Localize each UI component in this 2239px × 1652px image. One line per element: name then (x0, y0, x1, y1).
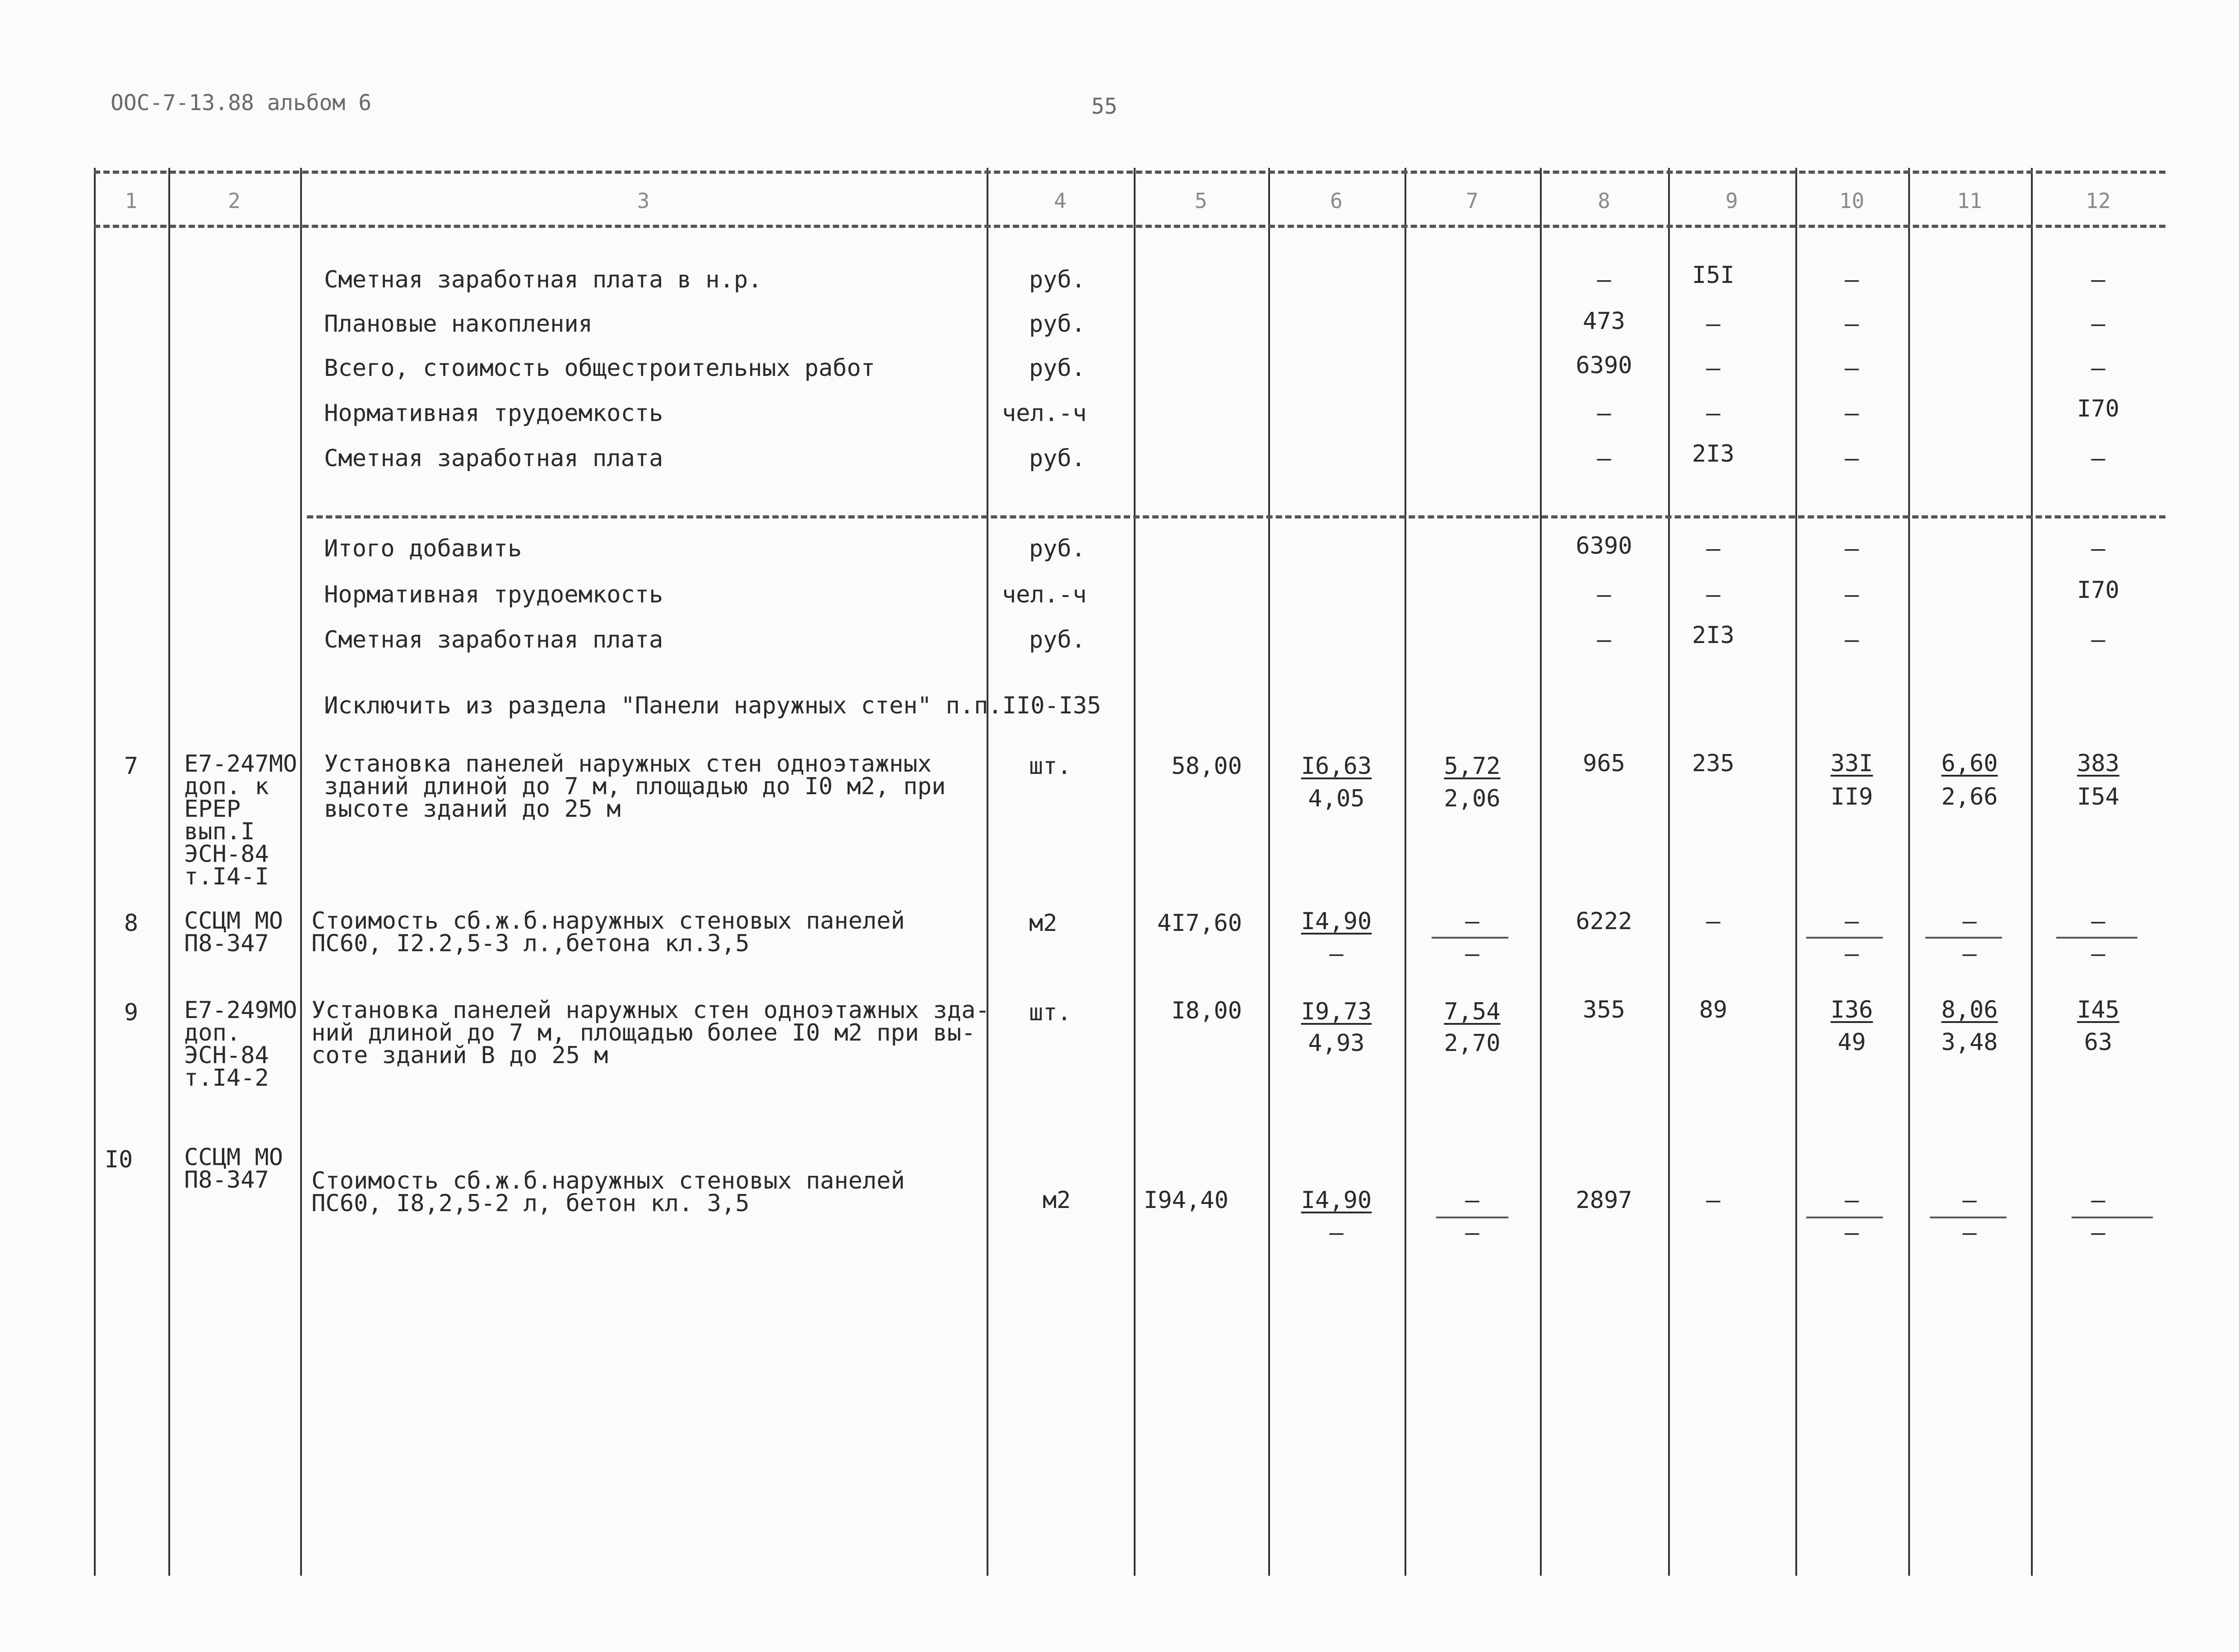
cell-col8: – (1597, 266, 1611, 293)
col-header-5: 5 (1195, 189, 1207, 213)
unit-machine-wage: 2,70 (1444, 1030, 1501, 1057)
row-unit: чел.-ч (1002, 581, 1087, 608)
cell-col10: – (1845, 535, 1859, 562)
labor-total: I45 (2077, 996, 2119, 1023)
fraction-bar (2072, 1217, 2153, 1218)
col-header-12: 12 (2086, 189, 2111, 213)
row-unit: чел.-ч (1002, 400, 1087, 427)
cost-total: 6222 (1576, 908, 1632, 935)
cell-col10: – (1845, 445, 1859, 472)
item-code: Е7-247МО доп. к ЕРЕР вып.I ЭСН-84 т.I4-I (184, 750, 297, 890)
unit-cost-total: I6,63 (1301, 753, 1372, 780)
page-number: 55 (1091, 94, 1117, 119)
col-header-8: 8 (1598, 189, 1610, 213)
labor-unit-machine: – (1962, 940, 1977, 967)
fraction-bar (1432, 937, 1508, 939)
item-unit: шт. (1029, 999, 1071, 1026)
item-quantity: 58,00 (1171, 753, 1242, 780)
cell-col8: 6390 (1576, 352, 1632, 379)
cell-col8: 6390 (1576, 532, 1632, 560)
cost-total: 965 (1583, 750, 1625, 777)
cost-wage: – (1706, 1187, 1720, 1214)
unit-machine-wage: – (1465, 940, 1479, 967)
row-unit: руб. (1029, 535, 1086, 562)
cell-col9: 2I3 (1692, 622, 1734, 649)
cell-col9: – (1706, 400, 1720, 427)
labor-total-machine: – (2091, 940, 2105, 967)
header-bottom-border (94, 225, 2165, 228)
unit-machine-total: – (1465, 1187, 1479, 1214)
unit-machine-total: 7,54 (1444, 998, 1501, 1025)
labor-unit: 6,60 (1941, 750, 1998, 777)
col-header-10: 10 (1839, 189, 1864, 213)
item-quantity: I8,00 (1171, 997, 1242, 1024)
item-number: 8 (124, 910, 139, 937)
cell-col10: – (1845, 310, 1859, 338)
machine-total: 33I (1831, 750, 1873, 777)
item-name: Стоимость сб.ж.б.наружных стеновых панелей ПС60, I2.2,5-3 л.,бетона кл.3,5 (311, 907, 905, 957)
unit-cost-wage: 4,93 (1308, 1030, 1365, 1057)
labor-total: 383 (2077, 750, 2119, 777)
col-header-11: 11 (1957, 189, 1982, 213)
unit-cost-wage: – (1329, 1219, 1344, 1246)
unit-cost-total: I4,90 (1301, 908, 1372, 935)
unit-cost-wage: – (1329, 940, 1344, 967)
machine-wage: II9 (1831, 783, 1873, 810)
grid-line (300, 168, 302, 1576)
labor-total-machine: 63 (2084, 1029, 2113, 1056)
grid-line (987, 168, 988, 1576)
machine-total: – (1845, 1187, 1859, 1214)
cell-col9: – (1706, 310, 1720, 338)
cell-col12: – (2091, 266, 2105, 293)
grid-line (168, 168, 170, 1576)
table-top-border (94, 171, 2165, 174)
cost-wage: 235 (1692, 750, 1734, 777)
row-unit: руб. (1029, 445, 1086, 472)
exclude-note: Исключить из раздела "Панели наружных стен" п.п.II0-I35 (324, 692, 1101, 719)
labor-unit: – (1962, 908, 1977, 935)
row-name: Сметная заработная плата (324, 445, 663, 472)
cell-col10: – (1845, 355, 1859, 382)
row-unit: руб. (1029, 266, 1086, 293)
grid-line (1268, 168, 1270, 1576)
row-unit: руб. (1029, 626, 1086, 653)
cost-total: 2897 (1576, 1187, 1632, 1214)
cell-col12: I70 (2077, 577, 2119, 604)
fraction-bar (1925, 937, 2002, 939)
section-divider (307, 515, 2165, 518)
item-name: Установка панелей наружных стен одноэтажных зда- ний длиной до 7 м, площадью более I0 м2 при вы- соте зданий В до 25 м (311, 997, 990, 1069)
item-number: 9 (124, 999, 139, 1026)
fraction-bar (1436, 1217, 1508, 1218)
item-code: ССЦМ МО П8-347 (184, 907, 283, 957)
cell-col9: I5I (1692, 262, 1734, 289)
item-code: Е7-249МО доп. ЭСН-84 т.I4-2 (184, 997, 297, 1092)
labor-unit-machine: – (1962, 1219, 1977, 1246)
unit-cost-total: I4,90 (1301, 1187, 1372, 1214)
cell-col12: – (2091, 355, 2105, 382)
row-unit: руб. (1029, 310, 1086, 338)
cell-col12: – (2091, 535, 2105, 562)
cost-wage: 89 (1699, 996, 1728, 1023)
cell-col8: 473 (1583, 308, 1625, 335)
row-name: Итого добавить (324, 535, 522, 562)
cell-col9: – (1706, 535, 1720, 562)
unit-machine-wage: – (1465, 1219, 1479, 1246)
item-quantity: 4I7,60 (1157, 910, 1242, 937)
machine-total: I36 (1831, 996, 1873, 1023)
unit-machine-total: 5,72 (1444, 753, 1501, 780)
grid-line (94, 168, 96, 1576)
labor-total-machine: – (2091, 1219, 2105, 1246)
cell-col12: – (2091, 626, 2105, 653)
row-name: Нормативная трудоемкость (324, 581, 663, 608)
grid-line (1134, 168, 1136, 1576)
unit-cost-total: I9,73 (1301, 998, 1372, 1025)
item-number: I0 (104, 1146, 133, 1173)
cell-col12: – (2091, 310, 2105, 338)
cell-col10: – (1845, 626, 1859, 653)
cell-col8: – (1597, 581, 1611, 608)
machine-wage: – (1845, 940, 1859, 967)
cell-col10: – (1845, 400, 1859, 427)
labor-unit: – (1962, 1187, 1977, 1214)
fraction-bar (1806, 1217, 1883, 1218)
col-header-4: 4 (1054, 189, 1066, 213)
grid-line (1405, 168, 1406, 1576)
cost-wage: – (1706, 908, 1720, 935)
row-unit: руб. (1029, 355, 1086, 382)
machine-wage: 49 (1837, 1029, 1866, 1056)
fraction-bar (1806, 937, 1883, 939)
cell-col10: – (1845, 266, 1859, 293)
fraction-bar (2056, 937, 2137, 939)
cost-total: 355 (1583, 996, 1625, 1023)
grid-line (1540, 168, 1542, 1576)
item-code: ССЦМ МО П8-347 (184, 1144, 283, 1194)
labor-total: – (2091, 908, 2105, 935)
labor-total: – (2091, 1187, 2105, 1214)
item-unit: м2 (1043, 1187, 1071, 1214)
cell-col12: I70 (2077, 395, 2119, 422)
machine-wage: – (1845, 1219, 1859, 1246)
cell-col9: – (1706, 581, 1720, 608)
item-unit: м2 (1029, 910, 1057, 937)
unit-machine-wage: 2,06 (1444, 785, 1501, 812)
labor-total-machine: I54 (2077, 783, 2119, 810)
unit-machine-total: – (1465, 908, 1479, 935)
cell-col8: – (1597, 400, 1611, 427)
unit-cost-wage: 4,05 (1308, 785, 1365, 812)
col-header-6: 6 (1330, 189, 1343, 213)
machine-total: – (1845, 908, 1859, 935)
item-name: Стоимость сб.ж.б.наружных стеновых панелей ПС60, I8,2,5-2 л, бетон кл. 3,5 (311, 1167, 905, 1217)
col-header-1: 1 (125, 189, 138, 213)
cell-col9: – (1706, 355, 1720, 382)
labor-unit-machine: 3,48 (1941, 1029, 1998, 1056)
cell-col8: – (1597, 445, 1611, 472)
col-header-9: 9 (1725, 189, 1738, 213)
col-header-2: 2 (228, 189, 241, 213)
row-name: Всего, стоимость общестроительных работ (324, 355, 875, 382)
col-header-3: 3 (637, 189, 650, 213)
item-quantity: I94,40 (1144, 1187, 1228, 1214)
row-name: Плановые накопления (324, 310, 593, 338)
fraction-bar (1930, 1217, 2007, 1218)
row-name: Сметная заработная плата (324, 626, 663, 653)
item-unit: шт. (1029, 753, 1071, 780)
cell-col9: 2I3 (1692, 440, 1734, 467)
document-code: ООС-7-13.88 альбом 6 (111, 90, 371, 116)
row-name: Сметная заработная плата в н.р. (324, 266, 762, 293)
row-name: Нормативная трудоемкость (324, 400, 663, 427)
labor-unit-machine: 2,66 (1941, 783, 1998, 810)
item-name: Установка панелей наружных стен одноэтажных зданий длиной до 7 м, площадью до I0 м2, при высоте зданий до 25 м (324, 750, 946, 823)
cell-col12: – (2091, 445, 2105, 472)
item-number: 7 (124, 753, 139, 780)
cell-col10: – (1845, 581, 1859, 608)
cell-col8: – (1597, 626, 1611, 653)
col-header-7: 7 (1466, 189, 1479, 213)
grid-line (1908, 168, 1910, 1576)
labor-unit: 8,06 (1941, 996, 1998, 1023)
